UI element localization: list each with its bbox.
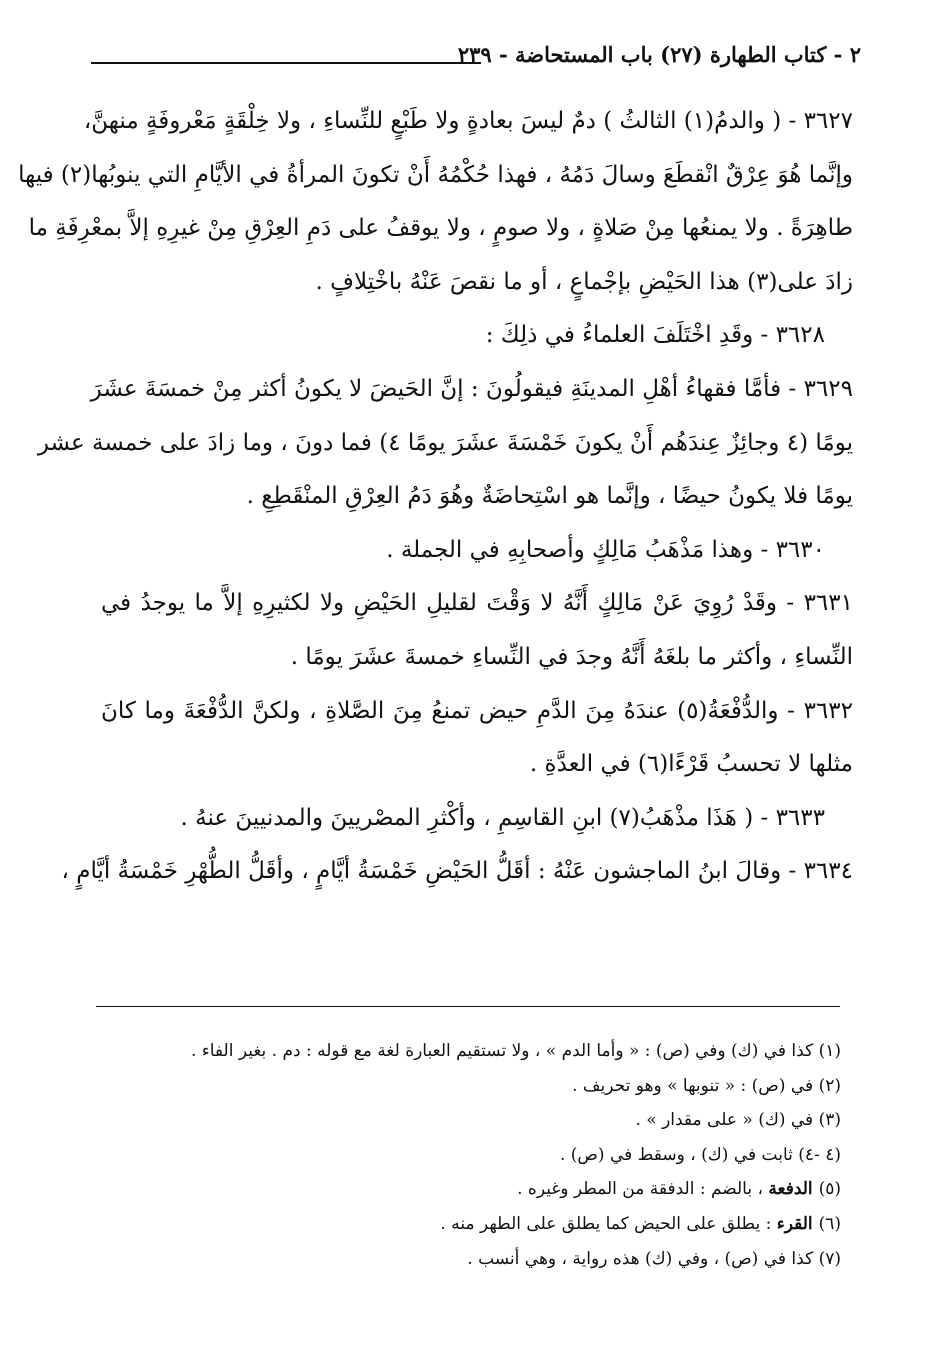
- footnote-marker: (٥): [818, 1179, 841, 1200]
- text-line: ٣٦٢٨ - وقَدِ اخْتَلَفَ العلماءُ في ذلِكَ :: [485, 322, 825, 349]
- footnote: [121, 1034, 841, 1069]
- footnotes: [121, 1034, 841, 1276]
- footnote-marker: (٢): [818, 1075, 841, 1096]
- running-title: ٢ - كتاب الطهارة (٢٧) باب المستحاضة - ٢٣٩: [457, 42, 861, 67]
- text-line: ٣٦٣٣ - ( هَذَا مذْهَبُ(٧) ابنِ القاسِمِ ، وأكْثرِ المصْريينَ والمدنيينَ عنهُ .: [180, 804, 825, 831]
- text-line: ٣٦٣١ - وقَدْ رُوِيَ عَنْ مَالِكٍ أَنَّهُ لا وَقْتَ لقليلِ الحَيْضِ ولا لكثيرِهِ إلاَّ ما يوجدُ في: [101, 590, 853, 617]
- footnote-text: كذا في (ك) وفي (ص) : « وأما الدم » ، ولا تستقيم العبارة لغة مع قوله : دم . بغير الفاء .: [190, 1041, 819, 1061]
- footnote-text: : يطلق على الحيض كما يطلق على الطهر منه .: [440, 1213, 777, 1234]
- text-line: مثلها لا تحسبُ قَرْءًا(٦) في العدَّةِ .: [529, 751, 853, 778]
- footnote-marker: (٤ -٤): [798, 1144, 841, 1165]
- footnote-term: القرء: [776, 1213, 819, 1234]
- footnote-marker: (٧): [818, 1248, 841, 1269]
- footnote: [121, 1103, 841, 1138]
- text-line: طاهِرَةً . ولا يمنعُها مِنْ صَلاةٍ ، ولا صومٍ ، ولا يوقفُ على دَمِ العِرْقِ مِنْ غيرِهِ إلاَّ بمعْرِفَةِ ما: [28, 215, 853, 242]
- footnote-marker: (٣): [818, 1110, 841, 1131]
- footnote-separator: [96, 1006, 840, 1007]
- footnote-text: كذا في (ص) ، وفي (ك) هذه رواية ، وهي أنسب .: [467, 1248, 819, 1269]
- main-text: [18, 95, 853, 899]
- footnote: [121, 1138, 841, 1173]
- header-rule: [91, 62, 481, 64]
- text-line: يومًا (٤ وجائِزٌ عِندَهُم أَنْ يكونَ خَمْسَةَ عشَرَ يومًا ٤) فما دونَ ، وما زادَ على خمسة عشر: [37, 429, 853, 456]
- footnote-term: الدفعة: [768, 1179, 819, 1200]
- footnote: [121, 1172, 841, 1207]
- text-line: النِّساءِ ، وأكثر ما بلغَهُ أَنَّهُ وجدَ في النِّساءِ خمسةَ عشَرَ يومًا .: [290, 643, 853, 670]
- text-line: ٣٦٣٤ - وقالَ ابنُ الماجشون عَنْهُ : أقَلُّ الحَيْضِ خَمْسَةُ أيَّامٍ ، وأقَلُّ الطُّهْرِ خَمْسَةُ أيَّامٍ ،: [61, 858, 853, 885]
- text-line: زادَ على(٣) هذا الحَيْضِ بإجْماعٍ ، أو ما نقصَ عَنْهُ باخْتِلافٍ .: [315, 268, 853, 295]
- footnote: [121, 1207, 841, 1242]
- footnote-text: في (ص) : « تنوبها » وهو تحريف .: [572, 1075, 819, 1096]
- text-line: ٣٦٣٠ - وهذا مَذْهَبُ مَالِكٍ وأصحابِهِ في الجملة .: [386, 536, 825, 563]
- footnote-marker: (١): [818, 1041, 841, 1061]
- footnote: [121, 1242, 841, 1277]
- text-line: يومًا فلا يكونُ حيضًا ، وإنَّما هو اسْتِحاضَةٌ وهُوَ دَمُ العِرْقِ المنْقَطِعِ .: [246, 483, 853, 510]
- footnote: [121, 1069, 841, 1104]
- text-line: وإنَّما هُوَ عِرْقٌ انْقطَعَ وسالَ دَمُهُ ، فهذا حُكْمُهُ أَنْ تكونَ المرأةُ في الأيَّامِ التي ينوبُها(٢) فيها: [18, 161, 853, 188]
- text-line: ٣٦٣٢ - والدُّفْعَةُ(٥) عندَهُ مِنَ الدَّمِ حيض تمنعُ مِنَ الصَّلاةِ ، ولكنَّ الدُّفْعَةَ وما كانَ: [101, 697, 853, 724]
- footnote-text: ثابت في (ك) ، وسقط في (ص) .: [559, 1144, 799, 1165]
- footnote-text: ، بالضم : الدفقة من المطر وغيره .: [517, 1179, 769, 1200]
- text-line: ٣٦٢٩ - فأمَّا فقهاءُ أهْلِ المدينَةِ فيقولُونَ : إنَّ الحَيضَ لا يكونُ أكثر مِنْ خمسَةَ عشَرَ: [90, 375, 853, 402]
- footnote-text: في (ك) « على مقدار » .: [635, 1110, 819, 1131]
- page-header: [91, 38, 861, 72]
- footnote-marker: (٦): [818, 1213, 841, 1234]
- text-line: ٣٦٢٧ - ( والدمُ(١) الثالثُ ) دمٌ ليسَ بعادةٍ ولا طَبْعٍ للنِّساءِ ، ولا خِلْقَةٍ مَعْروفَةٍ منهنَّ،: [83, 108, 853, 134]
